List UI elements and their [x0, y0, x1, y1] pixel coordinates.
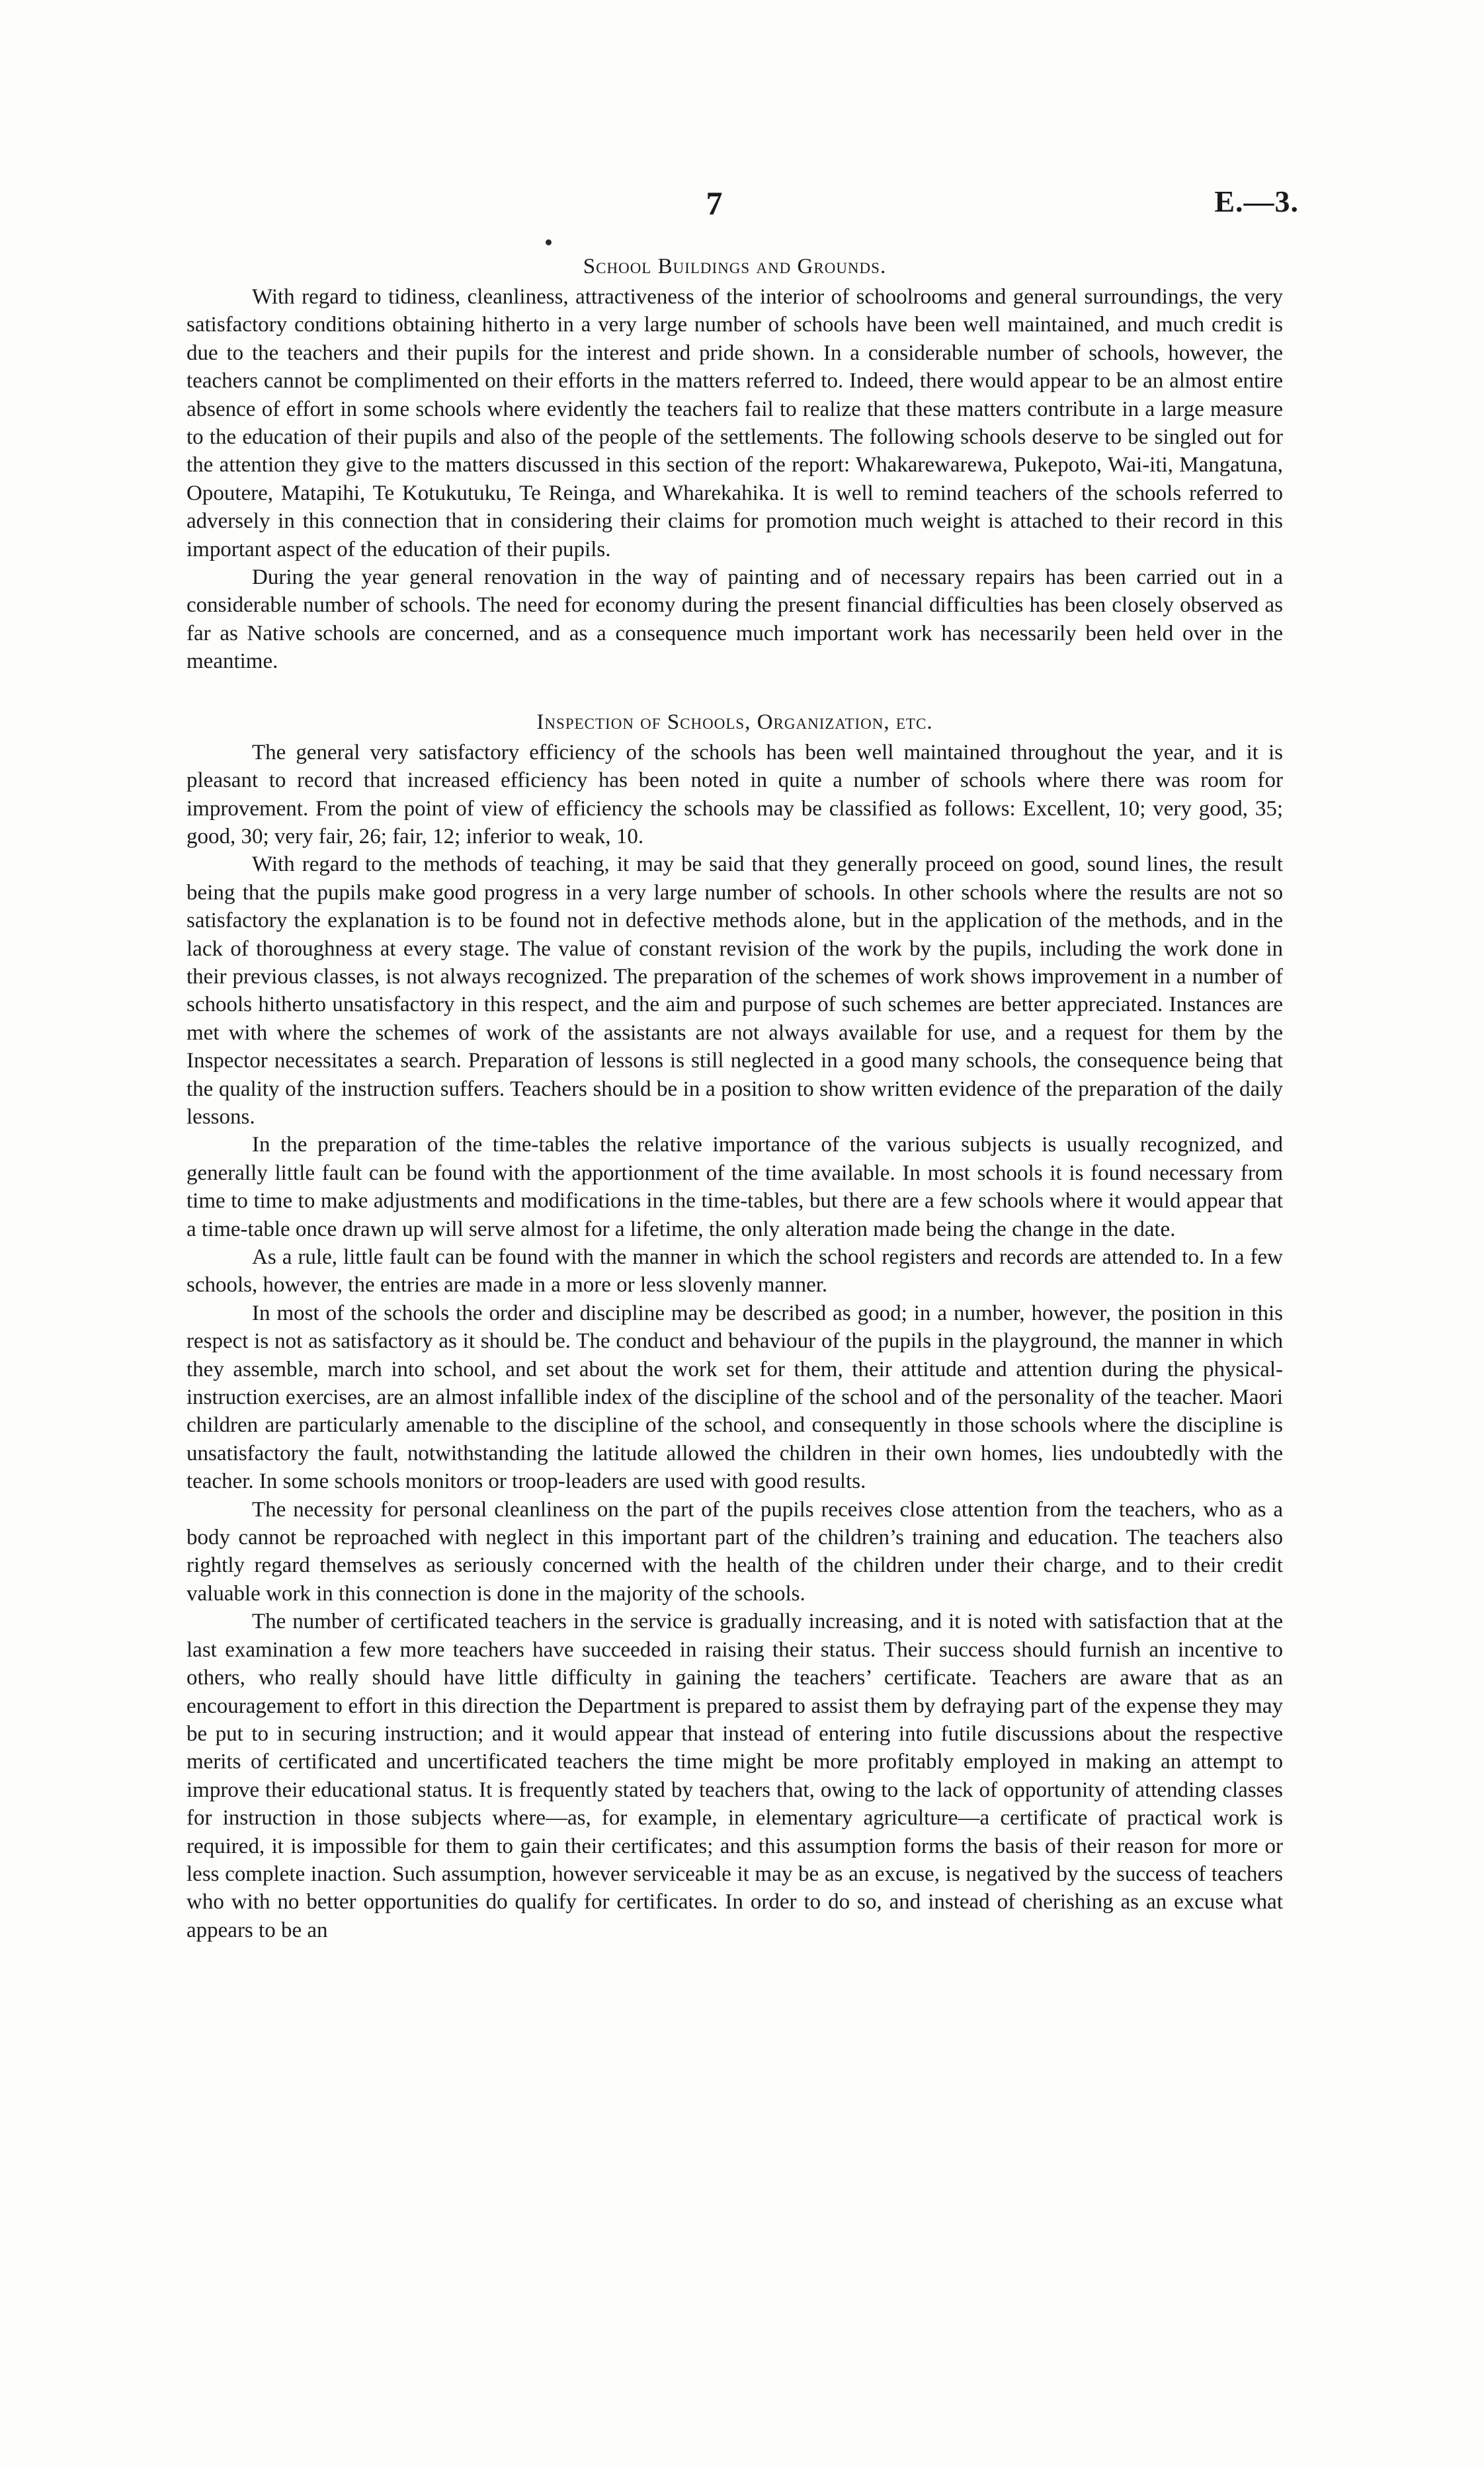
paragraph: The necessity for personal cleanliness on the part of the pupils receives close attention from the teachers, who as a body cannot be reproached with neglect in this important part of the children’s training and education. The teachers also rightly regard themselves as seriously concerned with the health of the children under their charge, and to their credit valuable work in this connection is done in the majority of the schools.	[186, 1497, 1283, 1606]
section-heading: School Buildings and Grounds.	[583, 255, 887, 278]
paragraph: With regard to tidiness, cleanliness, attractiveness of the interior of schoolrooms and general surroundings, the very satisfactory conditions obtaining hitherto in a very large number of schools have been well maintained, and much credit is due to the teachers and their pupils for the interest and pride shown. In a considerable number of schools, however, the teachers cannot be complimented on their efforts in the matters referred to. Indeed, there would appear to be an almost entire absence of effort in some schools where evidently the teachers fail to realize that these matters contribute in a large measure to the education of their pupils and also of the people of the settlements. The following schools deserve to be singled out for the attention they give to the matters discussed in this section of the report: Whakarewarewa, Pukepoto, Wai-iti, Mangatuna, Opoutere, Matapihi, Te Kotukutuku, Te Reinga, and Wharekahika. It is well to remind teachers of the schools referred to adversely in this connection that in considering their claims for promotion much weight is attached to their record in this important aspect of the education of their pupils.	[186, 285, 1283, 561]
document-reference: E.—3.	[1214, 185, 1299, 218]
paragraph: In most of the schools the order and discipline may be described as good; in a number, however, the position in this respect is not as satisfactory as it should be. The conduct and behaviour of the pupils in the playground, the manner in which they assemble, march into school, and set about the work set for them, their attitude and attention during the physical-instruction exercises, are an almost infallible index of the discipline of the school and of the personality of the teacher. Maori children are particularly amenable to the discipline of the school, and consequently in those schools where the discipline is unsatisfactory the fault, notwithstanding the latitude allowed the children in their own homes, lies undoubtedly with the teacher. In some schools monitors or troop-leaders are used with good results.	[186, 1301, 1283, 1494]
paragraph: In the preparation of the time-tables the relative importance of the various subjects is usually recognized, and generally little fault can be found with the apportionment of the time available. In most schools it is found necessary from time to time to make adjustments and modifications in the time-tables, but there are a few schools where it would appear that a time-table once drawn up will serve almost for a lifetime, the only alteration made being the change in the date.	[186, 1133, 1283, 1241]
paragraph: With regard to the methods of teaching, it may be said that they generally proceed on good, sound lines, the result being that the pupils make good progress in a very large number of schools. In other schools where the results are not so satisfactory the explanation is to be found not in defective methods alone, but in the application of the methods, and in the lack of thoroughness at every stage. The value of constant revision of the work by the pupils, including the work done in their previous classes, is not always recognized. The preparation of the schemes of work shows improvement in a number of schools hitherto unsatisfactory in this respect, and the aim and purpose of such schemes are better appreciated. Instances are met with where the schemes of work of the assistants are not always available for use, and a request for them by the Inspector necessitates a search. Preparation of lessons is still neglected in a good many schools, the consequence being that the quality of the instruction suffers. Teachers should be in a position to show written evidence of the preparation of the daily lessons.	[186, 852, 1283, 1129]
section-inspection	[186, 710, 1283, 1944]
section-school-buildings	[186, 255, 1283, 676]
page-number: 7	[706, 185, 723, 222]
section-heading: Inspection of Schools, Organization, etc.	[536, 710, 933, 734]
stray-ink-mark	[546, 239, 552, 245]
paragraph: The number of certificated teachers in the service is gradually increasing, and it is noted with satisfaction that at the last examination a few more teachers have succeeded in raising their status. Their success should furnish an incentive to others, who really should have little difficulty in gaining the teachers’ certificate. Teachers are aware that as an encouragement to effort in this direction the Department is prepared to assist them by defraying part of the expense they may be put to in securing instruction; and it would appear that instead of entering into futile discussions about the respective merits of certificated and uncertificated teachers the time might be more profitably employed in making an attempt to improve their educational status. It is frequently stated by teachers that, owing to the lack of opportunity of attending classes for instruction in those subjects where—as, for example, in elementary agriculture—a certificate of practical work is required, it is impossible for them to gain their certificates; and this assumption forms the basis of their reason for more or less complete inaction. Such assumption, however serviceable it may be as an excuse, is negatived by the success of teachers who with no better opportunities do qualify for certificates. In order to do so, and instead of cherishing as an excuse what appears to be an	[186, 1610, 1283, 1942]
page-body	[186, 255, 1283, 1944]
paragraph: During the year general renovation in the way of painting and of necessary repairs has been carried out in a considerable number of schools. The need for economy during the present financial difficulties has been closely observed as far as Native schools are concerned, and as a consequence much important work has necessarily been held over in the meantime.	[186, 565, 1283, 674]
paragraph: As a rule, little fault can be found with the manner in which the school registers and records are attended to. In a few schools, however, the entries are made in a more or less slovenly manner.	[186, 1245, 1283, 1297]
paragraph: The general very satisfactory efficiency of the schools has been well maintained throughout the year, and it is pleasant to record that increased efficiency has been noted in quite a number of schools where there was room for improvement. From the point of view of efficiency the schools may be classified as follows: Excellent, 10; very good, 35; good, 30; very fair, 26; fair, 12; inferior to weak, 10.	[186, 740, 1283, 848]
